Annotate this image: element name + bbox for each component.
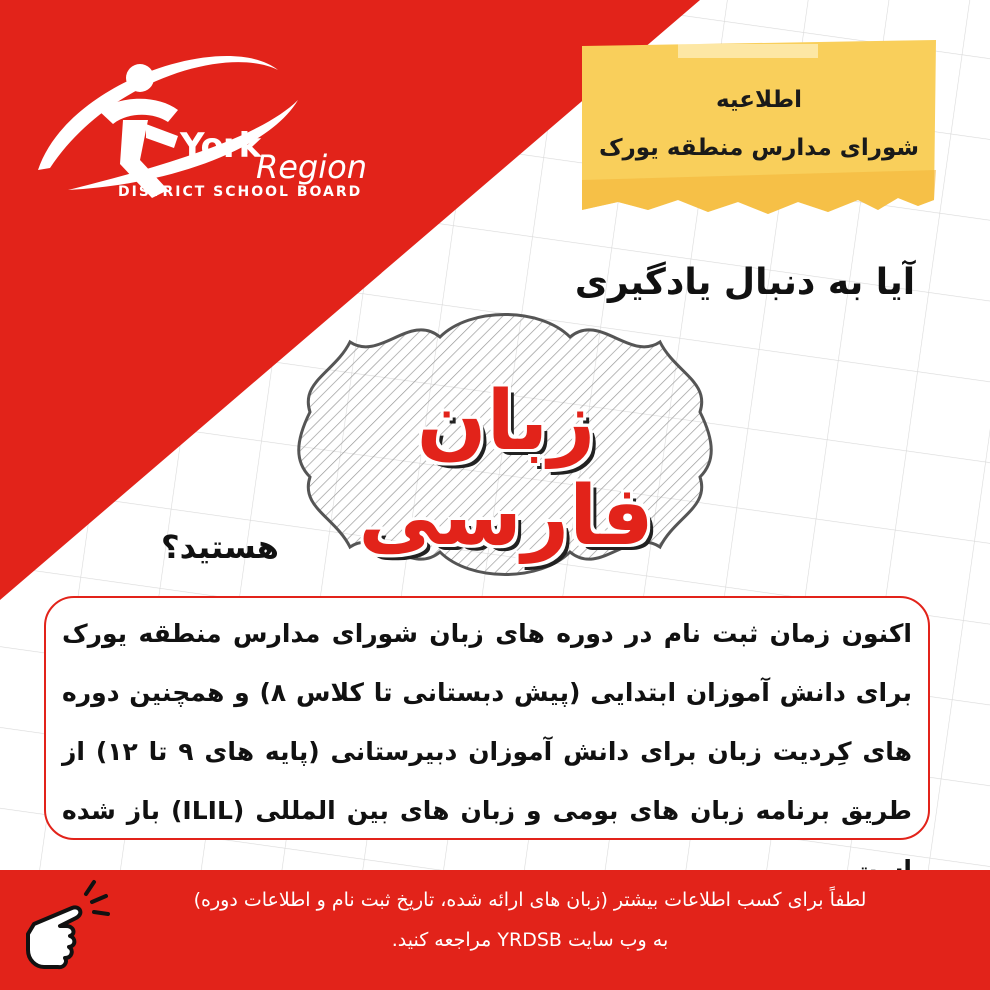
footer-line-1: لطفاً برای کسب اطلاعات بیشتر (زبان های ارائه شده، تاریخ ثبت نام و اطلاعات دوره): [193, 889, 867, 911]
notice-title: اطلاعیه: [715, 87, 803, 113]
headline-ending: هستید؟: [161, 528, 279, 566]
footer-line-2: به وب سایت YRDSB مراجعه کنید.: [391, 929, 669, 951]
notice-text: [578, 76, 940, 172]
logo-region-text: Region: [256, 148, 367, 186]
headline-question: آیا به دنبال یادگیری: [574, 262, 916, 303]
logo-york-text: York: [180, 126, 261, 166]
language-title: زبان فارسی: [358, 374, 654, 564]
pointing-hand-icon: [14, 874, 114, 984]
notice-subtitle: شورای مدارس منطقه یورک: [598, 135, 920, 161]
logo-board-text: DISTRICT SCHOOL BOARD: [118, 184, 363, 200]
info-text: اکنون زمان ثبت نام در دوره های زبان شورای مدارس منطقه یورک برای دانش آموزان ابتدایی (پیش دبستانی تا کلاس ۸) و همچنین دوره های کِردیت زبان برای دانش آموزان دبیرستانی (پایه های ۹ تا ۱۲) از طریق برنامه زبان های بومی و زبان های بین المللی (ILIL) باز شده: [62, 619, 912, 825]
footer-text: [120, 880, 940, 960]
